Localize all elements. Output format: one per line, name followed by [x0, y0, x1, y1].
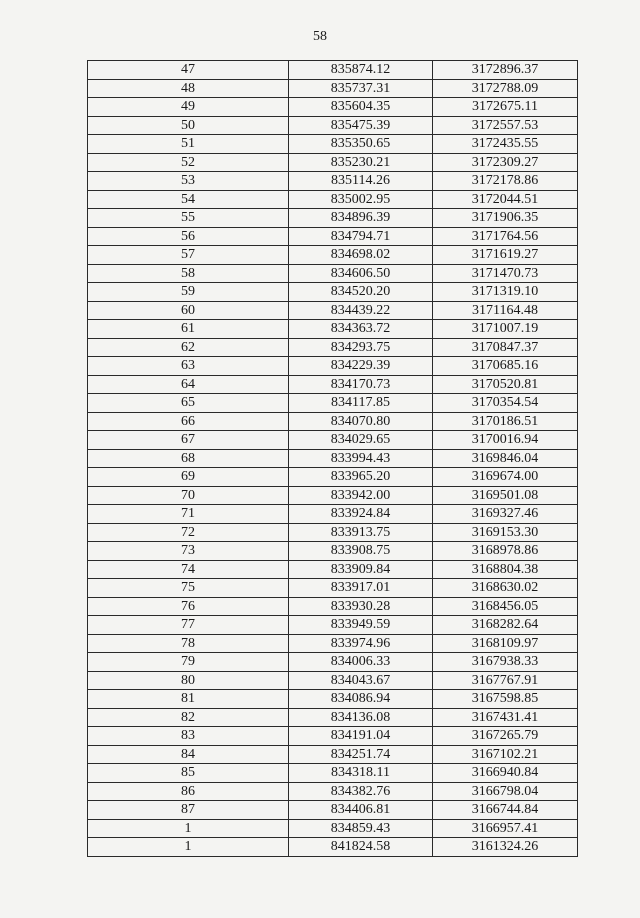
x-coordinate-cell: 833942.00 [289, 486, 433, 505]
point-number-cell: 60 [88, 301, 289, 320]
x-coordinate-cell: 833917.01 [289, 579, 433, 598]
y-coordinate-cell: 3171319.10 [433, 283, 578, 302]
x-coordinate-cell: 835874.12 [289, 61, 433, 80]
x-coordinate-cell: 834191.04 [289, 727, 433, 746]
table-row [88, 653, 578, 672]
table-row [88, 560, 578, 579]
point-number-cell: 61 [88, 320, 289, 339]
point-number-cell: 65 [88, 394, 289, 413]
point-number-cell: 52 [88, 153, 289, 172]
x-coordinate-cell: 834896.39 [289, 209, 433, 228]
x-coordinate-cell: 834070.80 [289, 412, 433, 431]
point-number-cell: 72 [88, 523, 289, 542]
table-row [88, 320, 578, 339]
coordinate-table [87, 60, 578, 857]
x-coordinate-cell: 835737.31 [289, 79, 433, 98]
x-coordinate-cell: 834794.71 [289, 227, 433, 246]
x-coordinate-cell: 834859.43 [289, 819, 433, 838]
x-coordinate-cell: 834406.81 [289, 801, 433, 820]
y-coordinate-cell: 3171906.35 [433, 209, 578, 228]
point-number-cell: 57 [88, 246, 289, 265]
table-row [88, 764, 578, 783]
x-coordinate-cell: 834318.11 [289, 764, 433, 783]
table-row [88, 801, 578, 820]
y-coordinate-cell: 3168456.05 [433, 597, 578, 616]
x-coordinate-cell: 834439.22 [289, 301, 433, 320]
y-coordinate-cell: 3170354.54 [433, 394, 578, 413]
point-number-cell: 75 [88, 579, 289, 598]
table-row [88, 375, 578, 394]
y-coordinate-cell: 3171007.19 [433, 320, 578, 339]
table-row [88, 301, 578, 320]
table-row [88, 486, 578, 505]
table-row [88, 616, 578, 635]
point-number-cell: 70 [88, 486, 289, 505]
x-coordinate-cell: 833909.84 [289, 560, 433, 579]
point-number-cell: 47 [88, 61, 289, 80]
point-number-cell: 73 [88, 542, 289, 561]
y-coordinate-cell: 3172896.37 [433, 61, 578, 80]
point-number-cell: 78 [88, 634, 289, 653]
y-coordinate-cell: 3166798.04 [433, 782, 578, 801]
point-number-cell: 64 [88, 375, 289, 394]
point-number-cell: 54 [88, 190, 289, 209]
y-coordinate-cell: 3169153.30 [433, 523, 578, 542]
point-number-cell: 59 [88, 283, 289, 302]
point-number-cell: 63 [88, 357, 289, 376]
x-coordinate-cell: 833994.43 [289, 449, 433, 468]
point-number-cell: 1 [88, 819, 289, 838]
point-number-cell: 62 [88, 338, 289, 357]
table-row [88, 690, 578, 709]
x-coordinate-cell: 835475.39 [289, 116, 433, 135]
x-coordinate-cell: 834520.20 [289, 283, 433, 302]
y-coordinate-cell: 3169846.04 [433, 449, 578, 468]
table-row [88, 338, 578, 357]
point-number-cell: 77 [88, 616, 289, 635]
x-coordinate-cell: 834086.94 [289, 690, 433, 709]
y-coordinate-cell: 3161324.26 [433, 838, 578, 857]
table-row [88, 227, 578, 246]
x-coordinate-cell: 834363.72 [289, 320, 433, 339]
table-row [88, 431, 578, 450]
table-row [88, 745, 578, 764]
table-row [88, 727, 578, 746]
y-coordinate-cell: 3167102.21 [433, 745, 578, 764]
y-coordinate-cell: 3167767.91 [433, 671, 578, 690]
point-number-cell: 67 [88, 431, 289, 450]
x-coordinate-cell: 834170.73 [289, 375, 433, 394]
point-number-cell: 58 [88, 264, 289, 283]
y-coordinate-cell: 3172044.51 [433, 190, 578, 209]
point-number-cell: 51 [88, 135, 289, 154]
y-coordinate-cell: 3167598.85 [433, 690, 578, 709]
y-coordinate-cell: 3167938.33 [433, 653, 578, 672]
point-number-cell: 53 [88, 172, 289, 191]
table-row [88, 468, 578, 487]
table-row [88, 449, 578, 468]
table-row [88, 523, 578, 542]
point-number-cell: 68 [88, 449, 289, 468]
x-coordinate-cell: 834382.76 [289, 782, 433, 801]
table-row [88, 708, 578, 727]
point-number-cell: 76 [88, 597, 289, 616]
point-number-cell: 87 [88, 801, 289, 820]
point-number-cell: 55 [88, 209, 289, 228]
x-coordinate-cell: 833908.75 [289, 542, 433, 561]
table-row [88, 634, 578, 653]
y-coordinate-cell: 3170685.16 [433, 357, 578, 376]
x-coordinate-cell: 834229.39 [289, 357, 433, 376]
table-row [88, 61, 578, 80]
table-row [88, 579, 578, 598]
y-coordinate-cell: 3166744.84 [433, 801, 578, 820]
point-number-cell: 80 [88, 671, 289, 690]
table-row [88, 412, 578, 431]
y-coordinate-cell: 3168282.64 [433, 616, 578, 635]
point-number-cell: 82 [88, 708, 289, 727]
point-number-cell: 79 [88, 653, 289, 672]
point-number-cell: 85 [88, 764, 289, 783]
x-coordinate-cell: 834117.85 [289, 394, 433, 413]
x-coordinate-cell: 835002.95 [289, 190, 433, 209]
table-row [88, 394, 578, 413]
y-coordinate-cell: 3168109.97 [433, 634, 578, 653]
table-row [88, 357, 578, 376]
y-coordinate-cell: 3166940.84 [433, 764, 578, 783]
y-coordinate-cell: 3170847.37 [433, 338, 578, 357]
x-coordinate-cell: 833924.84 [289, 505, 433, 524]
table-row [88, 116, 578, 135]
table-row [88, 838, 578, 857]
y-coordinate-cell: 3171619.27 [433, 246, 578, 265]
y-coordinate-cell: 3168978.86 [433, 542, 578, 561]
y-coordinate-cell: 3172309.27 [433, 153, 578, 172]
y-coordinate-cell: 3167431.41 [433, 708, 578, 727]
table-row [88, 264, 578, 283]
y-coordinate-cell: 3170520.81 [433, 375, 578, 394]
x-coordinate-cell: 834698.02 [289, 246, 433, 265]
y-coordinate-cell: 3168630.02 [433, 579, 578, 598]
x-coordinate-cell: 833913.75 [289, 523, 433, 542]
y-coordinate-cell: 3172178.86 [433, 172, 578, 191]
y-coordinate-cell: 3172557.53 [433, 116, 578, 135]
page-number: 58 [313, 29, 327, 44]
point-number-cell: 69 [88, 468, 289, 487]
y-coordinate-cell: 3172788.09 [433, 79, 578, 98]
table-row [88, 505, 578, 524]
point-number-cell: 50 [88, 116, 289, 135]
x-coordinate-cell: 835230.21 [289, 153, 433, 172]
y-coordinate-cell: 3166957.41 [433, 819, 578, 838]
table-row [88, 671, 578, 690]
table-row [88, 209, 578, 228]
point-number-cell: 83 [88, 727, 289, 746]
point-number-cell: 81 [88, 690, 289, 709]
table-row [88, 135, 578, 154]
point-number-cell: 49 [88, 98, 289, 117]
x-coordinate-cell: 834029.65 [289, 431, 433, 450]
x-coordinate-cell: 834251.74 [289, 745, 433, 764]
y-coordinate-cell: 3167265.79 [433, 727, 578, 746]
table-row [88, 79, 578, 98]
y-coordinate-cell: 3171764.56 [433, 227, 578, 246]
point-number-cell: 66 [88, 412, 289, 431]
y-coordinate-cell: 3168804.38 [433, 560, 578, 579]
table-row [88, 542, 578, 561]
point-number-cell: 86 [88, 782, 289, 801]
y-coordinate-cell: 3169501.08 [433, 486, 578, 505]
point-number-cell: 74 [88, 560, 289, 579]
y-coordinate-cell: 3172675.11 [433, 98, 578, 117]
coordinate-table-body [88, 61, 578, 857]
x-coordinate-cell: 834006.33 [289, 653, 433, 672]
y-coordinate-cell: 3169674.00 [433, 468, 578, 487]
y-coordinate-cell: 3171164.48 [433, 301, 578, 320]
point-number-cell: 48 [88, 79, 289, 98]
x-coordinate-cell: 834136.08 [289, 708, 433, 727]
x-coordinate-cell: 835604.35 [289, 98, 433, 117]
x-coordinate-cell: 834043.67 [289, 671, 433, 690]
table-row [88, 283, 578, 302]
table-row [88, 153, 578, 172]
table-row [88, 172, 578, 191]
y-coordinate-cell: 3170186.51 [433, 412, 578, 431]
x-coordinate-cell: 833930.28 [289, 597, 433, 616]
x-coordinate-cell: 833965.20 [289, 468, 433, 487]
y-coordinate-cell: 3169327.46 [433, 505, 578, 524]
point-number-cell: 84 [88, 745, 289, 764]
table-row [88, 98, 578, 117]
x-coordinate-cell: 834293.75 [289, 338, 433, 357]
table-row [88, 190, 578, 209]
point-number-cell: 1 [88, 838, 289, 857]
table-row [88, 246, 578, 265]
x-coordinate-cell: 833974.96 [289, 634, 433, 653]
table-row [88, 597, 578, 616]
y-coordinate-cell: 3170016.94 [433, 431, 578, 450]
point-number-cell: 56 [88, 227, 289, 246]
y-coordinate-cell: 3172435.55 [433, 135, 578, 154]
x-coordinate-cell: 833949.59 [289, 616, 433, 635]
x-coordinate-cell: 841824.58 [289, 838, 433, 857]
table-row [88, 782, 578, 801]
point-number-cell: 71 [88, 505, 289, 524]
x-coordinate-cell: 835350.65 [289, 135, 433, 154]
x-coordinate-cell: 834606.50 [289, 264, 433, 283]
x-coordinate-cell: 835114.26 [289, 172, 433, 191]
y-coordinate-cell: 3171470.73 [433, 264, 578, 283]
table-row [88, 819, 578, 838]
